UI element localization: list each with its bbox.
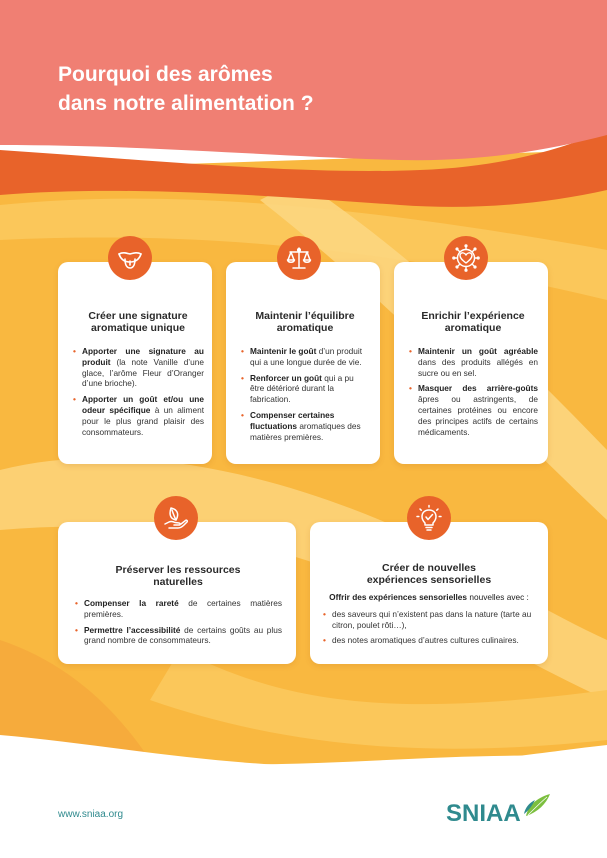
page-title — [58, 60, 314, 118]
card-list — [74, 598, 282, 646]
title-line-1: Pourquoi des arômes — [58, 63, 273, 86]
list-item: • Renforcer un goût qui a pu être détérioré durant la fabrication. — [241, 372, 354, 405]
title-line-2: dans notre alimentation ? — [58, 92, 314, 115]
list-item: • des saveurs qui n’existent pas dans la nature (tarte au citron, poulet rôti…), — [323, 608, 532, 630]
list-item: • Maintenir le goût d’un produit qui a une longue durée de vie. — [241, 346, 363, 367]
leaf-logo-icon — [522, 792, 552, 818]
list-item: • Apporter un goût et/ou une odeur spécifique à un aliment pour le plus grand plaisir des consommateurs. — [73, 394, 204, 437]
list-item: • des notes aromatiques d’autres cultures culinaires. — [323, 635, 519, 646]
card-title-line: aromatique unique — [91, 322, 185, 334]
list-item: • Masquer des arrière-goûts âpres ou astringents, de certaines protéines ou encore des principes actifs de certains médicaments. — [409, 383, 538, 437]
card-intro: Offrir des expériences sensorielles nouvelles avec : — [329, 592, 529, 602]
card-title — [322, 562, 536, 586]
list-item: • Compenser la rareté de certaines matières premières. — [75, 598, 283, 619]
card-experience — [394, 262, 548, 464]
card-title-line: Enrichir l’expérience — [421, 310, 525, 322]
lightbulb-icon — [407, 496, 451, 540]
card-title-line: expériences sensorielles — [366, 574, 492, 586]
card-title — [240, 310, 370, 334]
list-item: • Maintenir un goût agréable dans des produits allégés en sucre ou en sel. — [409, 346, 538, 378]
scale-icon — [277, 236, 321, 280]
card-list — [322, 609, 536, 646]
card-title-line: aromatique — [444, 322, 502, 334]
card-ressources — [58, 522, 296, 664]
website-link[interactable]: www.sniaa.org — [58, 809, 124, 820]
card-equilibre — [226, 262, 380, 464]
card-title-line: Créer de nouvelles — [382, 562, 476, 574]
heart-network-icon — [444, 236, 488, 280]
list-item: • Compenser certaines fluctuations aromatiques des matières premières. — [241, 409, 361, 442]
card-list — [240, 346, 370, 442]
card-title-line: Maintenir l’équilibre — [255, 310, 355, 322]
card-signature — [58, 262, 212, 464]
sniaa-logo — [446, 792, 556, 832]
logo-text: SNIAA — [446, 800, 521, 827]
card-list — [72, 346, 204, 437]
hand-leaf-icon — [154, 496, 198, 540]
card-title-line: Créer une signature — [88, 310, 188, 322]
card-nouvelles-experiences — [310, 522, 548, 664]
tongue-icon — [108, 236, 152, 280]
list-item: • Permettre l’accessibilité de certains goûts au plus grand nombre de consommateurs. — [75, 624, 282, 646]
card-list — [408, 346, 538, 437]
card-title — [74, 564, 282, 588]
list-item: • Apporter une signature au produit (la note Vanille d’une glace, l’arôme Fleur d’Oranger d’une brioche). — [73, 346, 204, 389]
card-title — [408, 310, 538, 334]
card-title-line: aromatique — [276, 322, 334, 334]
card-title-line: naturelles — [153, 576, 203, 588]
card-title-line: Préserver les ressources — [115, 564, 241, 576]
card-title — [72, 310, 204, 334]
